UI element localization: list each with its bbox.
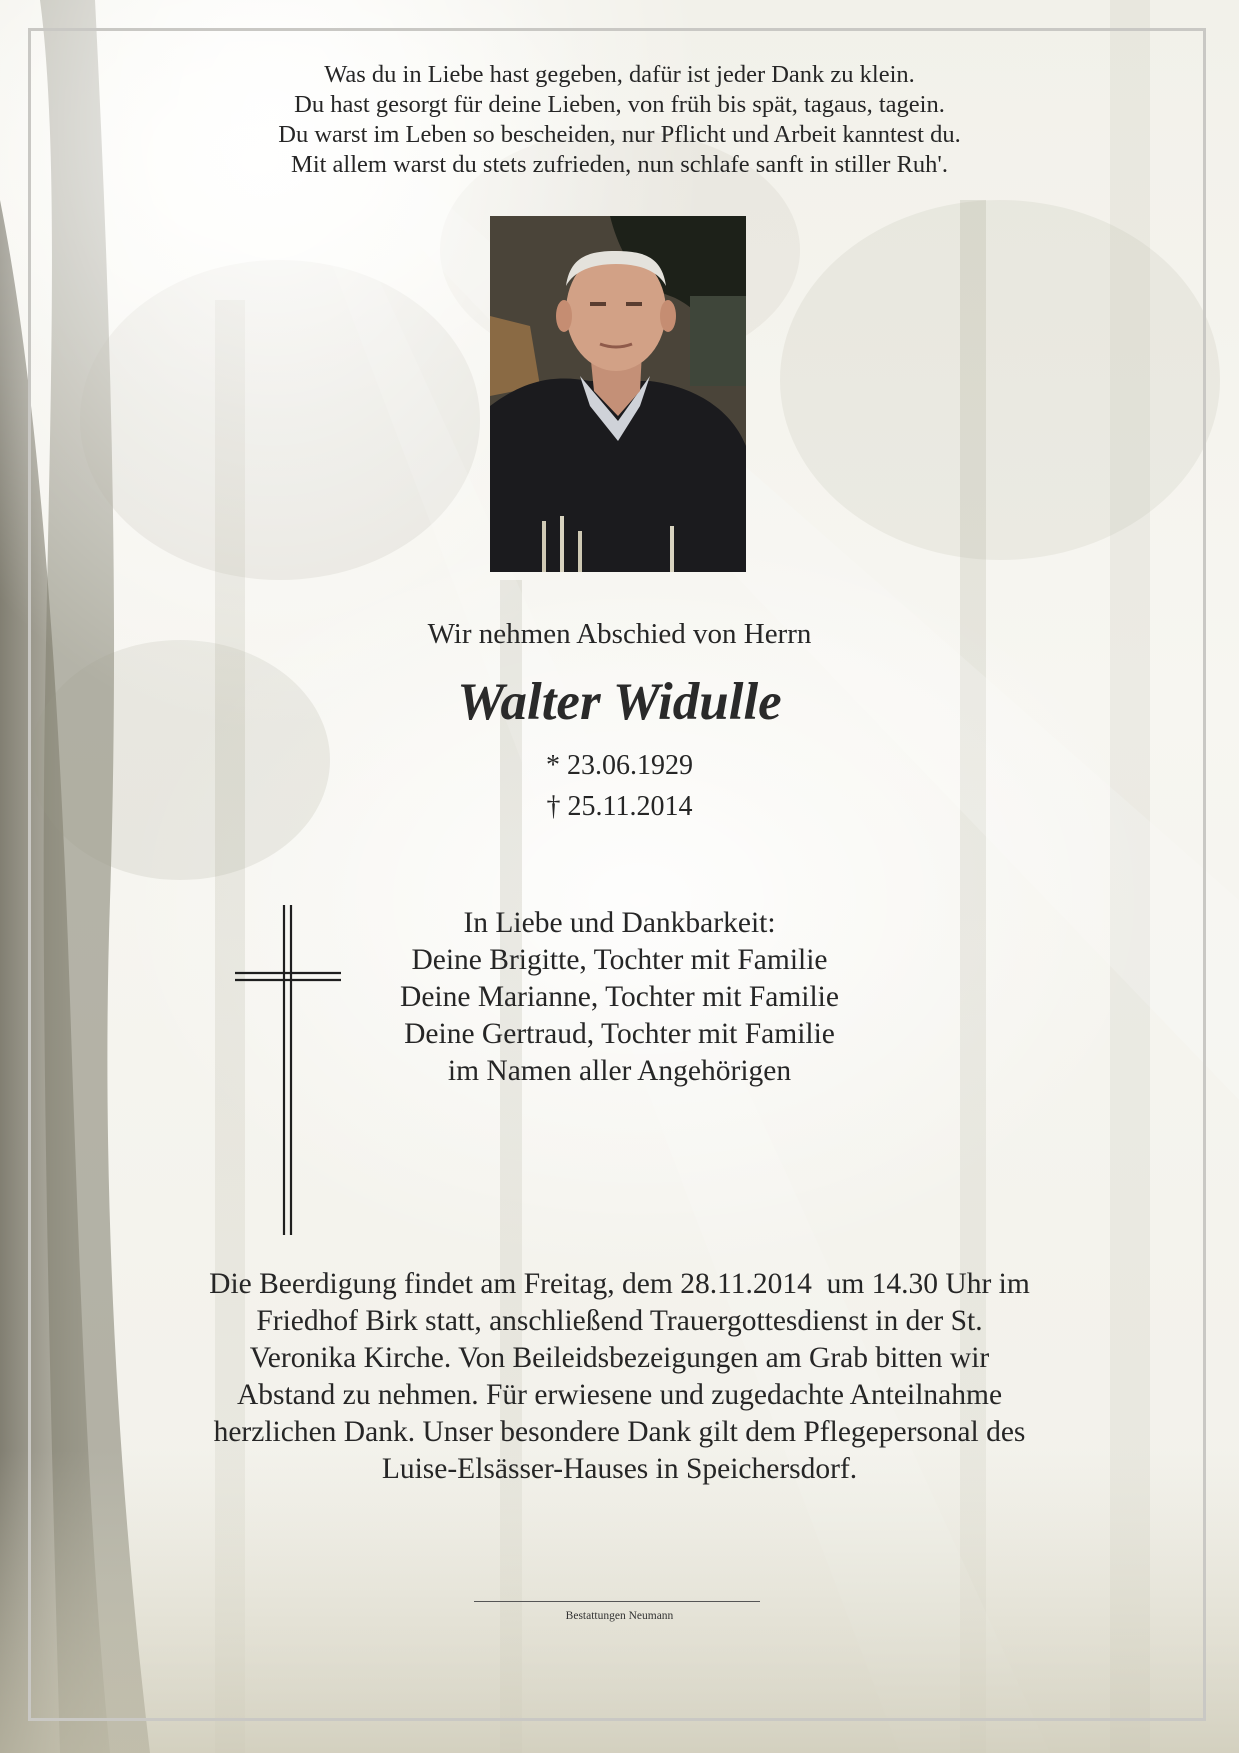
poem-line: Du hast gesorgt für deine Lieben, von früh bis spät, tagaus, tagein. [294,91,945,118]
funeral-line: Luise-Elsässer-Hauses in Speichersdorf. [381,1453,858,1485]
funeral-line: Veronika Kirche. Von Beileidsbezeigungen am Grab bitten wir [249,1342,990,1374]
footer-divider [474,1601,760,1602]
funeral-line: Friedhof Birk statt, anschließend Trauergottesdienst in der St. [256,1305,983,1337]
funeral-line: herzlichen Dank. Unser besondere Dank gilt dem Pflegepersonal des [213,1416,1026,1448]
funeral-line: Die Beerdigung findet am Freitag, dem 28.11.2014 um 14.30 Uhr im [209,1268,1030,1300]
mourner-line: Deine Brigitte, Tochter mit Familie [411,944,828,976]
mourners [0,905,1239,1090]
poem-line: Du warst im Leben so bescheiden, nur Pflicht und Arbeit kanntest du. [278,121,961,148]
poem-line: Mit allem warst du stets zufrieden, nun schlafe sanft in stiller Ruh'. [291,151,948,178]
mourner-line: Deine Gertraud, Tochter mit Familie [404,1018,835,1050]
deceased-name: Walter Widulle [457,673,782,731]
mourner-line: im Namen aller Angehörigen [447,1055,792,1087]
poem-line: Was du in Liebe hast gegeben, dafür ist jeder Dank zu klein. [324,61,915,88]
birth-date: * 23.06.1929 [546,750,693,781]
funeral-notice [0,1266,1239,1488]
death-date: † 25.11.2014 [546,791,693,822]
poem [0,60,1239,180]
undertaker-name: Bestattungen Neumann [565,1610,674,1622]
portrait-photo [490,216,746,572]
funeral-line: Abstand zu nehmen. Für erwiesene und zugedachte Anteilnahme [236,1379,1003,1411]
farewell-intro: Wir nehmen Abschied von Herrn [427,618,812,650]
mourner-line: In Liebe und Dankbarkeit: [463,907,776,939]
mourner-line: Deine Marianne, Tochter mit Familie [400,981,839,1013]
